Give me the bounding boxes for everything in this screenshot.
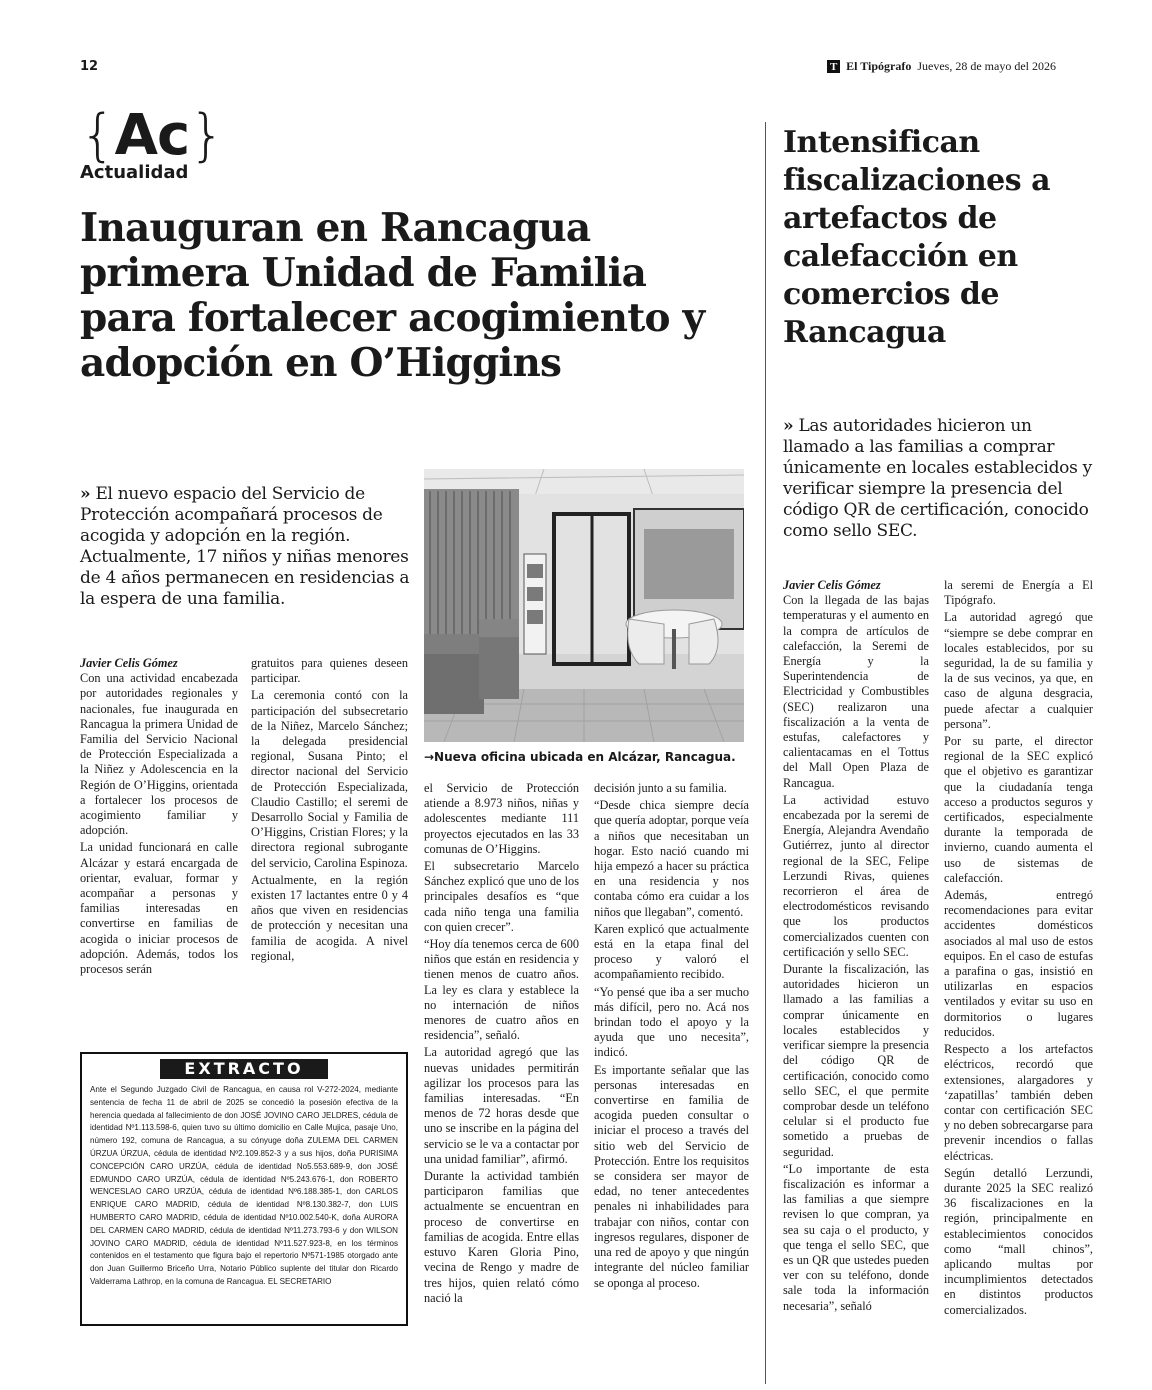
paragraph: La autoridad agregó que “siempre se debe comprar en locales establecidos, por su seguridad, la de su familia y la de sus vecinos, ya que, en caso de alguna desgracia, puede afectar a cualquier persona”. [944,610,1093,731]
section-tag [80,104,224,183]
byline: Javier Celis Gómez [783,578,881,592]
office-photo [424,469,744,742]
article-column-4 [594,781,749,1293]
byline: Javier Celis Gómez [80,656,178,670]
sidebar-headline: Intensifican fiscalizaciones a artefactos de calefacción en comercios de Rancagua [783,125,1051,350]
page-number: 12 [80,59,99,74]
masthead [827,59,1056,74]
paragraph: Actualmente, en la región existen 17 lactantes entre 0 y 4 años que viven en residencias de protección y necesitan una familia de acogida. A nivel regional, [251,872,408,963]
legal-notice-body: Ante el Segundo Juzgado Civil de Rancagua, en causa rol V-272-2024, mediante sentencia de fecha 11 de abril de 2025 se concedió la posesión efectiva de la herencia quedada al fallecimiento de don JOSÉ JOVINO CARO JELDRES, cédula de identidad Nº1.113.598-6, quien tuvo su último domicilio en Calle Mujica, pasaje Uno, número 192, comuna de Rancagua, a su cónyuge doña ZULEMA DEL CARMEN ÚRZUA ÚRZUA, cédula de identidad Nº2.109.852-3 y a sus hijos, doña PURISIMA CONCEPCIÓN CARO URZÚA, cédula de identidad No5.553.689-9, don JOSÉ EDMUNDO CARO URZÚA, cédula de identidad Nº5.243.676-1, don ROBERTO WENCESLAO CARO URZÚA, cédula de identidad Nº6.188.385-1, don CARLOS ENRIQUE CARO MADRID, cédula de identidad Nº8.130.382-7, don LUIS HUMBERTO CARO MADRID, cédula de identidad Nº10.002.540-K, doña AURORA DEL CARMEN CARO MADRID, cédula de identidad Nº11.273.793-6 y don WILSON JOVINO CARO MADRID, cédula de identidad Nº11.527.923-8, en los términos contenidos en el testamento que figura bajo el repertorio Nº571-1985 otorgado ante don Juan Guillermo Briceño Urra, Notario Público suplente del titular don Ricardo Valderrama Lathrop, en la comuna de Rancagua. EL SECRETARIO [90,1085,398,1286]
sidebar-column-1 [783,578,929,1316]
section-label: Actualidad [80,162,189,183]
article-column-3 [424,781,579,1308]
paragraph: decisión junto a su familia. [594,781,727,795]
paragraph: La ceremonia contó con la participación del subsecretario de la Niñez, Marcelo Sánchez; la delegada presidencial regional, Susana Pinto; el director nacional del Servicio de Protección Especializada, Claudio Castillo; el seremi de Desarrollo Social y Familia de O’Higgins, Cristian Flores; y la directora regional subrogante del servicio, Carolina Espinoza. [251,688,408,870]
paragraph: el Servicio de Protección atiende a 8.973 niños, niñas y adolescentes mediante 111 proyectos ejecutados en las 33 comunas de O’Higgins. [424,781,579,856]
article-lead: » El nuevo espacio del Servicio de Protección acompañará procesos de acogida y adopción en la región. Actualmente, 17 niños y niñas menores de 4 años permanecen en residencias a la espera de una familia. [80,484,410,609]
paragraph: La unidad funcionará en calle Alcázar y estará encargada de orientar, evaluar, formar y acompañar a personas y familias interesadas en convertirse en familias de acogida o iniciar procesos de adopción. Además, todos los procesos serán [80,840,238,977]
legal-notice-box [80,1052,408,1326]
paragraph: la seremi de Energía a El Tipógrafo. [944,578,1093,608]
paragraph: “Hoy día tenemos cerca de 600 niños que están en residencia y tienen menos de cuatro años. La ley es clara y establece la no internación de niños menores de cuatro años en residencia”, señaló. [424,937,579,1043]
paragraph: La autoridad agregó que las nuevas unidades permitirán agilizar los procesos para las familias interesadas. “En menos de 72 horas desde que uno se inscribe en la página del servicio se le va a contactar por una unidad familiar”, afirmó. [424,1045,580,1166]
paragraph: Además, entregó recomendaciones para evitar accidentes domésticos asociados al mal uso de estos equipos. En el caso de estufas a parafina o gas, insistió en utilizarlas en espacios ventilados y evitar su uso en dormitorios o lugares reducidos. [944,888,1093,1039]
paragraph: Con una actividad encabezada por autoridades regionales y nacionales, fue inaugurada en Rancagua la primera Unidad de Familia del Servicio Nacional de Protección Especializada a la Niñez y Adolescencia en la Región de O’Higgins, orientada a fortalecer los procesos de acogimiento familiar y adopción. [80,671,238,838]
section-abbreviation: {Ac} [80,103,224,168]
photo-caption: →Nueva oficina ubicada en Alcázar, Rancagua. [424,750,736,764]
paragraph: El subsecretario Marcelo Sánchez explicó que uno de los principales desafíos es “que cada niño tenga una familia con quien crecer”. [424,859,579,934]
paragraph: gratuitos para quienes deseen participar. [251,656,408,686]
publication-logo: T [827,60,840,73]
paragraph: Karen explicó que actualmente está en la etapa final del proceso y valoró el acompañamiento recibido. [594,921,749,982]
paragraph: “Yo pensé que iba a ser mucho más difícil, pero no. Acá nos brindan todo el apoyo y la ayuda que uno necesita”, indicó. [594,984,749,1060]
paragraph: Según detalló Lerzundi, durante 2025 la SEC realizó 36 fiscalizaciones en la región, principalmente en establecimientos conocidos como “mall chinos”, aplicando multas por incumplimientos detectados en distintos productos comercializados. [944,1165,1093,1317]
paragraph: “Lo importante de esta fiscalización es informar a las familias a que siempre revisen lo que compran, ya sea su caja o el producto, y que tenga el sello SEC, que es un QR que ustedes pueden ver con su teléfono, donde sale toda la información necesaria”, señaló [783,1161,929,1313]
sidebar-column-2 [944,578,1093,1320]
article-column-1 [80,656,238,979]
publication-name: El Tipógrafo [846,59,912,73]
paragraph: Con la llegada de las bajas temperaturas y el aumento en la compra de artículos de calefacción, la Seremi de Energía y la Superintendencia de Electricidad y Combustibles (SEC) realizaron una fiscalización a la venta de estufas, calefactores y calientacamas en el Tottus del Mall Open Plaza de Rancagua. [783,593,929,790]
paragraph: Durante la fiscalización, las autoridades hicieron un llamado a las familias a comprar únicamente en locales establecidos y verificar siempre la presencia del código QR de certificación, conocido como sello SEC, el que permite comprobar desde un teléfono celular si el producto fue sometido a pruebas de seguridad. [783,962,929,1159]
sidebar-lead: » Las autoridades hicieron un llamado a las familias a comprar únicamente en locales establecidos y verificar siempre la presencia del código QR de certificación, conocido como sello SEC. [783,416,1092,541]
paragraph: “Desde chica siempre decía que quería adoptar, porque veía a niños que necesitaban un hogar. Esto nació cuando mi hija empezó a hacer su práctica en una residencia y nos contaba cómo era cuidar a los niños que llegaban”, comentó. [594,798,749,919]
article-headline: Inauguran en Rancagua primera Unidad de Familia para fortalecer acogimiento y adopción en O’Higgins [80,205,705,386]
paragraph: Por su parte, el director regional de la SEC explicó que el objetivo es garantizar que la ciudadanía tenga acceso a productos seguros y certificados, especialmente durante la temporada de invierno, cuando aumenta el uso de sistemas de calefacción. [944,734,1093,885]
column-divider [765,122,766,1384]
paragraph: Es importante señalar que las personas interesadas en convertirse en familia de acogida pueden consultar o iniciar el proceso a través del sitio web del Servicio de Protección. Entre los requisitos se considera ser mayor de edad, no tener antecedentes penales ni inhabilidades para trabajar con niños, contar con ingresos regulares, disponer de una red de apoyo y que ningún integrante del núcleo familiar se oponga al proceso. [594,1062,749,1290]
paragraph: Respecto a los artefactos eléctricos, recordó que extensiones, alargadores y ‘zapatillas’ también deben contar con certificación SEC y no deben sobrecargarse para prevenir incendios o fallas eléctricas. [944,1042,1093,1163]
paragraph: La actividad estuvo encabezada por la seremi de Energía, Alejandra Avendaño Gutiérrez, junto al director regional de la SEC, Felipe Lerzundi Rivas, quienes recorrieron el área de electrodomésticos revisando que los productos comercializados cuenten con certificación y sello SEC. [783,792,929,959]
article-column-2 [251,656,408,966]
paragraph: Durante la actividad también participaron familias que actualmente se encuentran en proceso de convertirse en familias de acogida. Entre ellas estuvo Karen Gloria Pino, vecina de Rengo y madre de tres hijos, quien relató cómo nació la [424,1169,579,1305]
issue-date: Jueves, 28 de mayo del 2026 [917,59,1056,73]
legal-notice-title: EXTRACTO [160,1059,328,1079]
